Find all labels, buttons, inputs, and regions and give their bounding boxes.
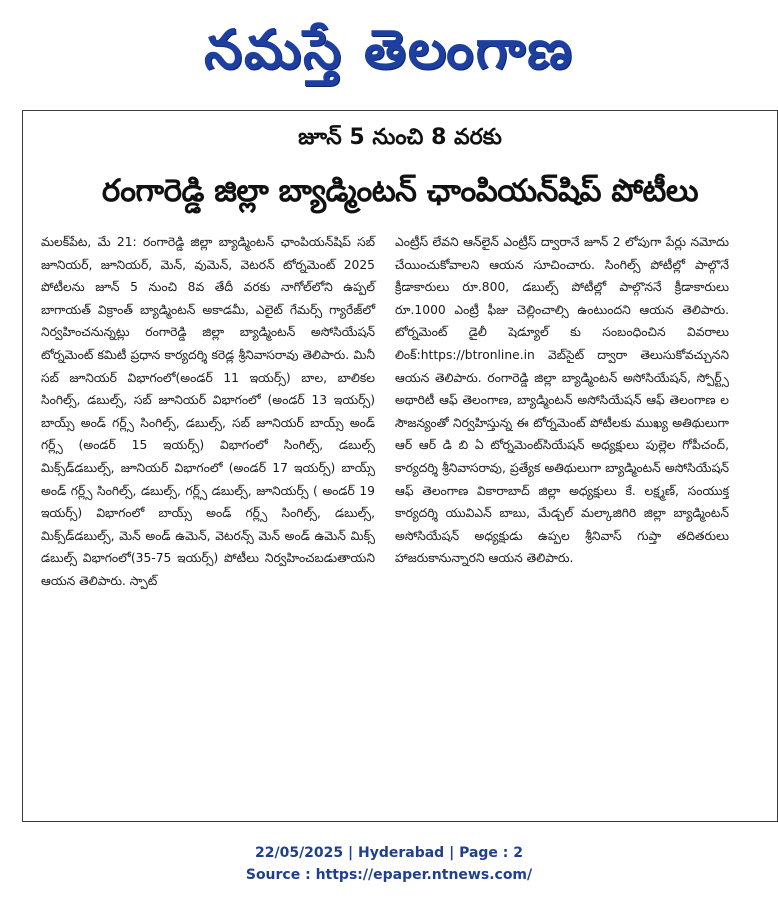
right-column-text: ఎంట్రీస్ లేవని ఆన్‌లైన్ ఎంట్రీస్ ద్వారానే జూన్ 2 లోపుగా పేర్లు నమోదు చేయించుకోవాలని ఆయన సూచించారు. సింగిల్స్ పోటీల్లో పాల్గొనే క్రీడాకారులు రూ.800, డబుల్స్ పోటీల్లో పాల్గొననే క్రీడాకారులు రూ.1000 ఎంట్రీ ఫీజు చెల్లించాల్సి ఉంటుందని ఆయన తెలిపారు. టోర్నమెంట్ డైలీ షెడ్యూల్ కు సంబంధించిన వివరాలు లింక్:https://btronline.in వెబ్‌సైట్ ద్వారా తెలుసుకోవచ్చునని ఆయన తెలిపారు. రంగారెడ్డి జిల్లా బ్యాడ్మింటన్ అసోసియేషన్, స్పోర్ట్స్ అథారిటీ ఆఫ్ తెలంగాణ, బ్యాడ్మింటన్ అసోసియేషన్ ఆఫ్ తెలంగాణ ల సౌజన్యంతో నిర్వహిస్తున్న ఈ టోర్నమెంట్ పోటీలకు ముఖ్య అతిథులుగా ఆర్ ఆర్ డి బి ఏ టోర్నమెంట్‌సియేషన్ అధ్యక్షులు పుల్లెల గోపీచంద్, కార్యదర్శి శ్రీనివాసరావు, ప్రత్యేక అతిథులుగా బ్యాడ్మింటన్ అసోసియేషన్ ఆఫ్ తెలంగాణ వికారాబాద్ జిల్లా అధ్యక్షులు కే. లక్ష్మణ్, సంయుక్త కార్యదర్శి యువిఎన్ బాబు, మేడ్చల్ మల్కాజిగిరి జిల్లా బ్యాడ్మింటన్ అసోసియేషన్ అధ్యక్షుడు ఉప్పల శ్రీనివాస్ గుప్తా తదితరులు హాజరుకానున్నారని ఆయన తెలిపారు. — [395, 235, 729, 566]
footer-date-line: 22/05/2025 | Hyderabad | Page : 2 — [254, 845, 524, 861]
masthead — [0, 0, 778, 110]
left-column-text: మలక్‌పేట, మే 21: రంగారెడ్డి జిల్లా బ్యాడ్మింటన్ ఛాంపియన్‌షిప్ సబ్ జూనియర్, జూనియర్, మెన్, వుమెన్, వెటరన్ టోర్నమెంట్ 2025 పోటీలను జూన్ 5 నుంచి 8వ తేదీ వరకు నాగోల్‌లోని ఉప్పల్ బాగాయత్ విక్రాంత్ బ్యాడ్మింటన్ అకాడమీ, ఎలైట్ గేమర్స్ గ్యారేజ్‌లో నిర్వహించనున్నట్లు రంగారెడ్డి జిల్లా బ్యాడ్మింటన్ అసోసియేషన్ టోర్నమెంట్ కమిటీ ప్రధాన కార్యదర్శి కరెడ్ల శ్రీనివాసరావు తెలిపారు. మినీ సబ్ జూనియర్ విభాగంలో(అండర్ 11 ఇయర్స్) బాల, బాలికల సింగిల్స్, డబుల్స్, సబ్ జూనియర్ విభాగంలో (అండర్ 13 ఇయర్స్) బాయ్స్ అండ్ గర్ల్స్ సింగిల్స్, డబుల్స్, సబ్ జూనియర్ బాయ్స్ అండ్ గర్ల్స్ (అండర్ 15 ఇయర్స్) విభాగంలో సింగిల్స్, డబుల్స్ మిక్స్‌డ్‌డబుల్స్, జూనియర్ విభాగంలో (అండర్ 17 ఇయర్స్) బాయ్స్ అండ్ గర్ల్స్ సింగిల్స్, డబుల్స్, గర్ల్స్ డబుల్స్, జూనియర్స్ ( అండర్ 19 ఇయర్స్) విభాగంలో బాయ్స్ అండ్ గర్ల్స్ సింగిల్స్, డబుల్స్, మిక్స్‌డ్‌డబుల్స్, మెన్ అండ్ ఉమెన్, వెటరన్స్ మెన్ అండ్ ఉమెన్ మిక్స్ డబుల్స్ విభాగంలో(35-75 ఇయర్స్) పోటీలు నిర్వహించబడుతాయని ఆయన తెలిపారు. స్పాట్ — [41, 235, 375, 588]
page-footer — [0, 842, 778, 886]
article-column-right — [395, 231, 729, 570]
newspaper-logo: నమస్తే తెలంగాణ — [204, 18, 574, 81]
article-headline: రంగారెడ్డి జిల్లా బ్యాడ్మింటన్ ఛాంపియన్‌షిప్ పోటీలు — [101, 173, 699, 209]
article-kicker: జూన్ 5 నుంచి 8 వరకు — [298, 125, 502, 150]
footer-source-line: Source : https://epaper.ntnews.com/ — [245, 867, 533, 883]
article-column-left — [41, 231, 375, 593]
article-clipping — [22, 110, 778, 822]
